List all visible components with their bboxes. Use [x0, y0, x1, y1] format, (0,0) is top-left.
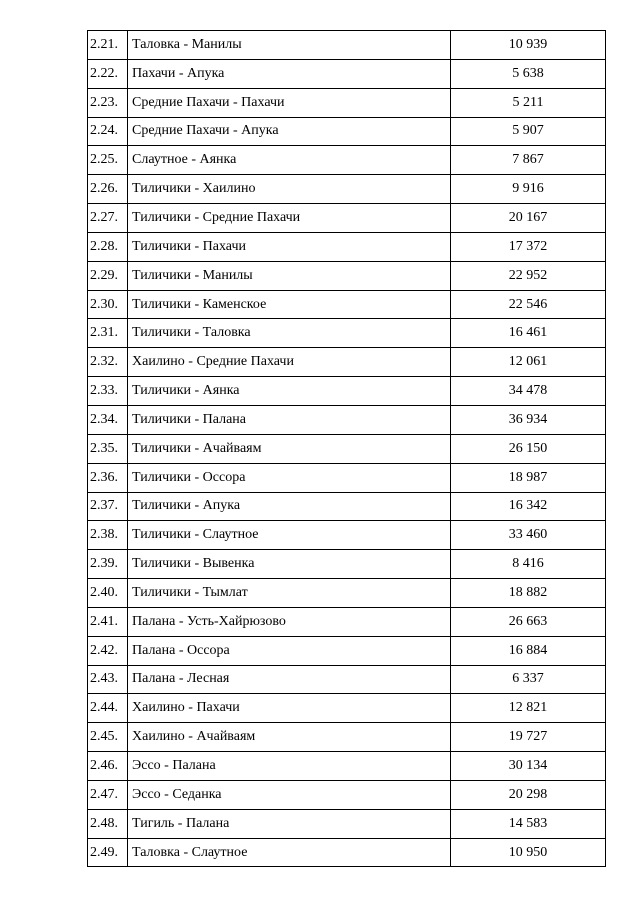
table-row: [88, 31, 606, 60]
table-row: [88, 752, 606, 781]
table-row: [88, 290, 606, 319]
route-value-cell: 5 638: [451, 59, 606, 88]
route-value-cell: 12 821: [451, 694, 606, 723]
row-number-cell: 2.24.: [88, 117, 128, 146]
row-number-cell: 2.36.: [88, 463, 128, 492]
row-number-cell: 2.27.: [88, 204, 128, 233]
route-value-cell: 18 882: [451, 579, 606, 608]
route-value-cell: 18 987: [451, 463, 606, 492]
row-number-cell: 2.43.: [88, 665, 128, 694]
table-row: [88, 319, 606, 348]
route-value-cell: 6 337: [451, 665, 606, 694]
route-name-cell: Тиличики - Хаилино: [128, 175, 451, 204]
table-row: [88, 88, 606, 117]
route-name-cell: Тиличики - Оссора: [128, 463, 451, 492]
route-value-cell: 19 727: [451, 723, 606, 752]
row-number-cell: 2.22.: [88, 59, 128, 88]
route-value-cell: 26 663: [451, 607, 606, 636]
route-value-cell: 20 167: [451, 204, 606, 233]
row-number-cell: 2.40.: [88, 579, 128, 608]
route-value-cell: 34 478: [451, 377, 606, 406]
row-number-cell: 2.49.: [88, 838, 128, 867]
route-value-cell: 26 150: [451, 434, 606, 463]
table-row: [88, 521, 606, 550]
table-row: [88, 261, 606, 290]
row-number-cell: 2.25.: [88, 146, 128, 175]
route-value-cell: 20 298: [451, 780, 606, 809]
row-number-cell: 2.33.: [88, 377, 128, 406]
route-value-cell: 10 950: [451, 838, 606, 867]
route-value-cell: 12 061: [451, 348, 606, 377]
route-value-cell: 16 461: [451, 319, 606, 348]
table-row: [88, 117, 606, 146]
route-value-cell: 17 372: [451, 232, 606, 261]
table-row: [88, 723, 606, 752]
route-name-cell: Тиличики - Пахачи: [128, 232, 451, 261]
document-page: [87, 30, 605, 867]
route-name-cell: Тигиль - Палана: [128, 809, 451, 838]
table-row: [88, 59, 606, 88]
row-number-cell: 2.47.: [88, 780, 128, 809]
route-value-cell: 7 867: [451, 146, 606, 175]
route-value-cell: 33 460: [451, 521, 606, 550]
table-row: [88, 636, 606, 665]
row-number-cell: 2.44.: [88, 694, 128, 723]
route-name-cell: Тиличики - Каменское: [128, 290, 451, 319]
route-value-cell: 22 952: [451, 261, 606, 290]
route-name-cell: Тиличики - Тымлат: [128, 579, 451, 608]
route-value-cell: 16 342: [451, 492, 606, 521]
route-name-cell: Таловка - Слаутное: [128, 838, 451, 867]
route-name-cell: Пахачи - Апука: [128, 59, 451, 88]
route-name-cell: Тиличики - Слаутное: [128, 521, 451, 550]
row-number-cell: 2.34.: [88, 405, 128, 434]
table-row: [88, 377, 606, 406]
route-name-cell: Хаилино - Ачайваям: [128, 723, 451, 752]
table-row: [88, 809, 606, 838]
route-name-cell: Хаилино - Пахачи: [128, 694, 451, 723]
row-number-cell: 2.39.: [88, 550, 128, 579]
route-value-cell: 5 907: [451, 117, 606, 146]
table-row: [88, 607, 606, 636]
table-row: [88, 694, 606, 723]
row-number-cell: 2.41.: [88, 607, 128, 636]
route-name-cell: Хаилино - Средние Пахачи: [128, 348, 451, 377]
route-name-cell: Слаутное - Аянка: [128, 146, 451, 175]
table-row: [88, 492, 606, 521]
route-value-cell: 9 916: [451, 175, 606, 204]
routes-table: [87, 30, 606, 867]
row-number-cell: 2.26.: [88, 175, 128, 204]
route-value-cell: 14 583: [451, 809, 606, 838]
row-number-cell: 2.37.: [88, 492, 128, 521]
row-number-cell: 2.30.: [88, 290, 128, 319]
table-row: [88, 348, 606, 377]
row-number-cell: 2.28.: [88, 232, 128, 261]
table-row: [88, 204, 606, 233]
route-name-cell: Тиличики - Вывенка: [128, 550, 451, 579]
routes-table-body: [88, 31, 606, 867]
row-number-cell: 2.46.: [88, 752, 128, 781]
route-value-cell: 30 134: [451, 752, 606, 781]
row-number-cell: 2.35.: [88, 434, 128, 463]
table-row: [88, 146, 606, 175]
route-value-cell: 10 939: [451, 31, 606, 60]
route-name-cell: Средние Пахачи - Апука: [128, 117, 451, 146]
route-value-cell: 22 546: [451, 290, 606, 319]
row-number-cell: 2.38.: [88, 521, 128, 550]
table-row: [88, 780, 606, 809]
row-number-cell: 2.48.: [88, 809, 128, 838]
route-name-cell: Тиличики - Средние Пахачи: [128, 204, 451, 233]
route-value-cell: 36 934: [451, 405, 606, 434]
row-number-cell: 2.31.: [88, 319, 128, 348]
route-name-cell: Тиличики - Аянка: [128, 377, 451, 406]
route-name-cell: Палана - Усть-Хайрюзово: [128, 607, 451, 636]
row-number-cell: 2.23.: [88, 88, 128, 117]
row-number-cell: 2.42.: [88, 636, 128, 665]
route-name-cell: Тиличики - Апука: [128, 492, 451, 521]
table-row: [88, 175, 606, 204]
route-name-cell: Палана - Лесная: [128, 665, 451, 694]
route-name-cell: Эссо - Седанка: [128, 780, 451, 809]
route-name-cell: Средние Пахачи - Пахачи: [128, 88, 451, 117]
row-number-cell: 2.45.: [88, 723, 128, 752]
row-number-cell: 2.32.: [88, 348, 128, 377]
route-value-cell: 16 884: [451, 636, 606, 665]
table-row: [88, 665, 606, 694]
route-name-cell: Палана - Оссора: [128, 636, 451, 665]
table-row: [88, 463, 606, 492]
table-row: [88, 434, 606, 463]
route-name-cell: Эссо - Палана: [128, 752, 451, 781]
route-name-cell: Тиличики - Манилы: [128, 261, 451, 290]
route-name-cell: Тиличики - Таловка: [128, 319, 451, 348]
table-row: [88, 405, 606, 434]
table-row: [88, 838, 606, 867]
route-name-cell: Тиличики - Ачайваям: [128, 434, 451, 463]
route-name-cell: Тиличики - Палана: [128, 405, 451, 434]
row-number-cell: 2.21.: [88, 31, 128, 60]
table-row: [88, 550, 606, 579]
route-name-cell: Таловка - Манилы: [128, 31, 451, 60]
row-number-cell: 2.29.: [88, 261, 128, 290]
table-row: [88, 232, 606, 261]
table-row: [88, 579, 606, 608]
route-value-cell: 5 211: [451, 88, 606, 117]
route-value-cell: 8 416: [451, 550, 606, 579]
